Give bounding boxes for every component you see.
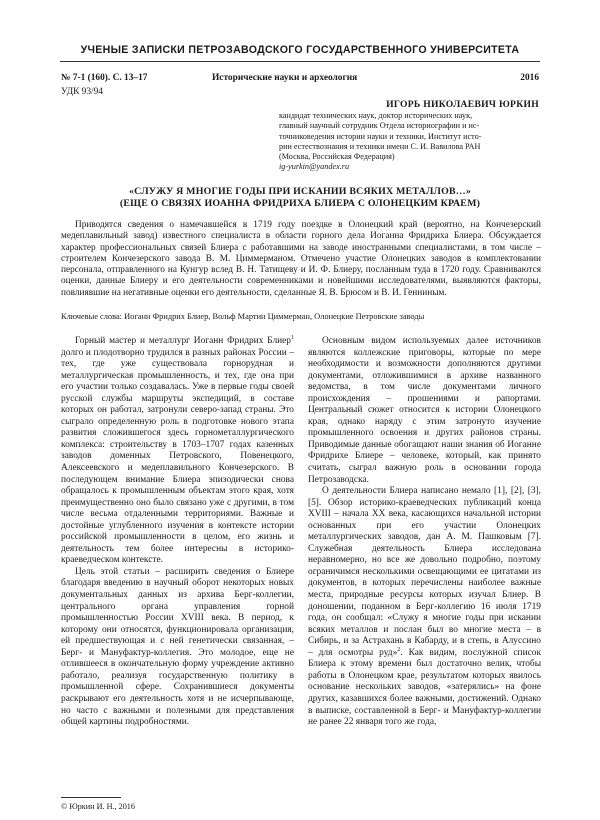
body-paragraph: Основным видом используемых далее источников являются коллежские приговоры, которые по мере необходимости и возможности дополняются другими документами, отложившимися в архиве названного ведомства, в том числе документами личного происхождения – прошениями и рапортами. Центральный сюжет относится к истории Олонецкого края, однако наряду с этим затронуто изучение промышленного освоения и других районов страны. Приводимые данные обогащают наши знания об Иоганне Фридрихе Блиере – человеке, который, как принято считать, сыграл важную роль в основании города Петрозаводска. bbox=[308, 336, 541, 485]
author-affiliation-line: точниковедения истории науки и техники, Институт исто- bbox=[279, 131, 482, 141]
abstract bbox=[61, 220, 541, 299]
publication-year: 2016 bbox=[520, 73, 539, 83]
article-title-line: «СЛУЖУ Я МНОГИЕ ГОДЫ ПРИ ИСКАНИИ ВСЯКИХ МЕТАЛЛОВ…» bbox=[129, 186, 471, 197]
body-column-right bbox=[308, 336, 541, 729]
author-affiliation-line: кандидат технических наук, доктор исторических наук, bbox=[279, 111, 473, 121]
body-text: . Как видим, послужной список Блиера к этому времени был достаточно велик, чтобы работы в Олонецком крае, результатом которых явилось основание нескольких заводов, «затерялись» на фоне других, казавшихся более важными, достижений. Однако в выписке, составленной в Берг- и Мануфактур-коллегии не ранее 22 января того же года, bbox=[308, 647, 541, 728]
body-text: О деятельности Блиера написано немало [1], [2], [3], [5]. Обзор историко-краеведческих публикаций конца XVIII – начала XX века, касающихся начальной истории основанных при его участии Олонецких металлургических заводов, дан А. М. Пашковым [7]. Служебная деятельность Блиера исследована неравномерно, но все же довольно подробно, поэтому ограничимся несколькими освещающими ее цитатами из документов, в которых перечислены наиболее важные места, природные ресурсы которых изучал Блиер. В доношении, поданном в Берг-коллегию 16 июля 1719 года, он сообщал: «Служу я многие годы при искании всяких металлов и послан был во многие места – в Сибирь, и за Астрахань в Кабарду, и в степь, в Алуссино – для осмотры руд» bbox=[308, 486, 541, 658]
footnote-marker: 1 bbox=[291, 334, 294, 341]
author-email: ig-yurkin@yandex.ru bbox=[279, 162, 350, 172]
author-name: ИГОРЬ НИКОЛАЕВИЧ ЮРКИН bbox=[386, 99, 539, 110]
footnote-marker: 2 bbox=[397, 646, 401, 653]
section-name: Исторические науки и археология bbox=[212, 73, 358, 83]
body-column-left bbox=[61, 336, 294, 729]
author-affiliation-line: рии естествознания и техники имени С. И. Вавилова РАН bbox=[279, 141, 481, 151]
footer-rule bbox=[61, 797, 121, 798]
body-paragraph bbox=[61, 336, 294, 567]
author-affiliation-line: (Москва, Российская Федерация) bbox=[279, 152, 395, 162]
journal-title: УЧЕНЫЕ ЗАПИСКИ ПЕТРОЗАВОДСКОГО ГОСУДАРСТВЕННОГО УНИВЕРСИТЕТА bbox=[80, 44, 520, 56]
header-rule bbox=[60, 61, 540, 62]
issue-info: № 7-1 (160). С. 13–17 bbox=[61, 73, 148, 83]
body-text: Горный мастер и металлург Иоганн Фридрих Блиер bbox=[75, 336, 291, 346]
keywords: Ключевые слова: Иоганн Фридрих Блиер, Вольф Мартин Циммерман, Олонецкие Петровские заводы bbox=[61, 312, 425, 321]
article-title bbox=[60, 186, 540, 210]
body-paragraph: Цель этой статьи – расширить сведения о Блиере благодаря введению в научный оборот некоторых новых документальных данных из архива Берг-коллегии, центрального органа управления горной промышленностью России XVIII века. В период, к которому они относятся, функционировала организация, ей предшествующая и с ней генетически связанная, – Берг- и Мануфактур-коллегия. Это молодое, еще не отлившееся в окончательную форму учреждение активно работало, реализуя государственную политику в промышленной сфере. Сохранившиеся документы раскрывают его деятельность хотя и не исчерпывающе, но часто с важными и полезными для представления общей картины подробностями. bbox=[61, 566, 294, 728]
copyright-notice: © Юркин И. Н., 2016 bbox=[61, 802, 135, 811]
body-text: долго и плодотворно трудился в разных районах России – тех, где уже существовала горнорудная и металлургическая промышленность, и тех, где она при его участии только создавалась. Уже в первые годы своей русской службы маршруты экспедиций, в составе которых он работал, затронули северо-запад страны. Это сыграло определенную роль в подготовке нового этапа развития сложившегося здесь горнометаллургического комплекса: строительству в 1703–1707 годах казенных заводов доменных Петровского, Повенецкого, Алексеевского и медеплавильного Кончезерского. В последующем внимание Блиера эпизодически снова обращалось к промышленным объектам этого края, хотя преимущественно оно было связано уже с другими, в том числе весьма отдаленными территориями. Важные и достойные углубленного изучения в контексте истории российской промышленности в целом, его жизнь и деятельность тем более интересны в историко-краеведческом контексте. bbox=[61, 347, 294, 566]
author-affiliation-line: главный научный сотрудник Отдела историографии и ис- bbox=[279, 121, 480, 131]
udk-code: УДК 93/94 bbox=[61, 87, 104, 97]
article-subtitle-line: (ЕЩЕ О СВЯЗЯХ ИОАННА ФРИДРИХА БЛИЕРА С ОЛОНЕЦКИМ КРАЕМ) bbox=[119, 198, 481, 210]
abstract-text: Приводятся сведения о намечавшейся в 1719 году поездке в Олонецкий край (вероятно, на Кончезерский медеплавильный завод) известного специалиста в области горного дела Иоганна Фридриха Блиера. Обсуждается характер профессиональных связей Блиера с работавшими на заводе иностранными специалистами, в том числе – строителем Кончезерского завода В. М. Циммерманом. Отмечено участие Олонецких заводов в комплектовании персонала, отправленного на Кунгур вслед В. Н. Татищеву и И. Ф. Блиеру, посланным туда в 1720 году. Сравниваются оценки, данные Блиеру и его деятельности современниками и новейшими исследователями, выявляются факторы, повлиявшие на негативные оценки его деятельности, сделанные Я. В. Брюсом и В. И. Генниным. bbox=[61, 220, 541, 298]
body-paragraph bbox=[308, 486, 541, 728]
author-block bbox=[279, 100, 539, 172]
